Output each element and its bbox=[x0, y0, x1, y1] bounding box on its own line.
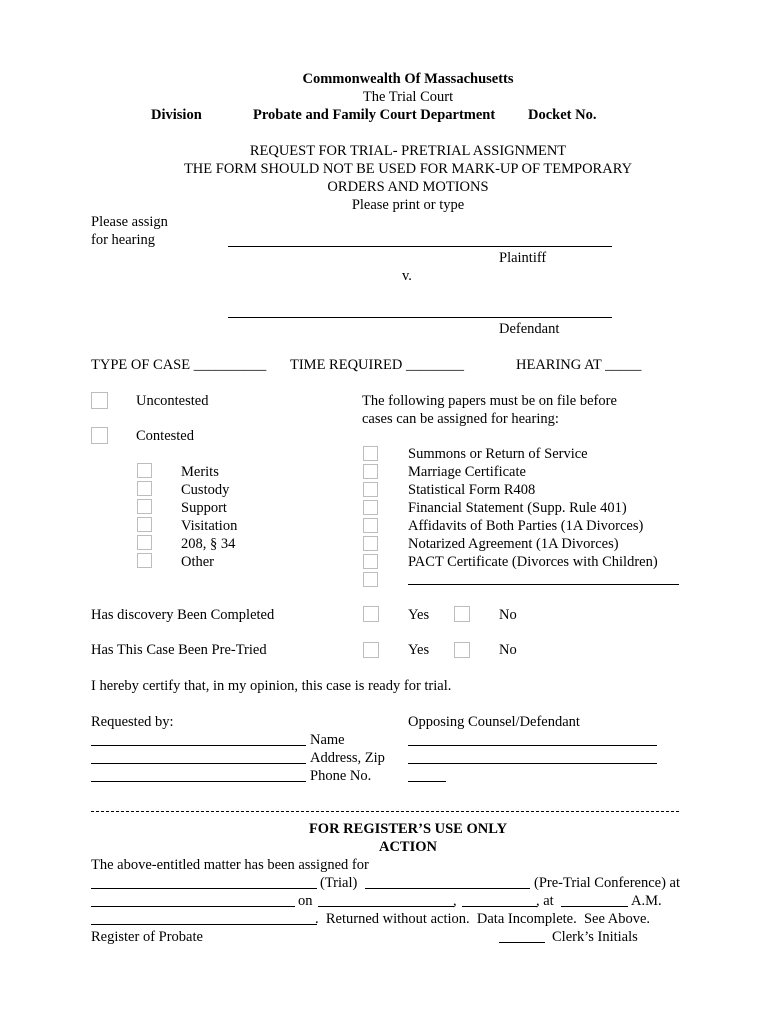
visitation-checkbox[interactable] bbox=[137, 517, 152, 532]
register-use-heading: FOR REGISTER’S USE ONLY bbox=[308, 821, 508, 837]
discovery-no-label: No bbox=[499, 607, 517, 623]
assignment-day-field[interactable] bbox=[318, 906, 454, 907]
assignment-date-field[interactable] bbox=[462, 906, 537, 907]
trial-date-field[interactable] bbox=[91, 888, 317, 889]
opposing-address-field[interactable] bbox=[408, 763, 657, 764]
opposing-name-field[interactable] bbox=[408, 745, 657, 746]
requester-address-field[interactable] bbox=[91, 763, 306, 764]
marriage-certificate-label: Marriage Certificate bbox=[408, 464, 526, 480]
merits-checkbox[interactable] bbox=[137, 463, 152, 478]
department-label: Probate and Family Court Department bbox=[253, 107, 496, 123]
pact-certificate-label: PACT Certificate (Divorces with Children) bbox=[408, 554, 658, 570]
summons-label: Summons or Return of Service bbox=[408, 446, 588, 462]
discovery-yes-label: Yes bbox=[408, 607, 430, 623]
returned-statement: . Returned without action. Data Incomplete. See Above. bbox=[315, 911, 651, 927]
notarized-agreement-label: Notarized Agreement (1A Divorces) bbox=[408, 536, 619, 552]
comma-label: , bbox=[453, 893, 457, 909]
on-label: on bbox=[298, 893, 313, 909]
summons-checkbox[interactable] bbox=[363, 446, 378, 461]
discovery-question: Has discovery Been Completed bbox=[91, 607, 275, 623]
financial-statement-checkbox[interactable] bbox=[363, 500, 378, 515]
assign-label-line2: for hearing bbox=[91, 232, 156, 248]
merits-label: Merits bbox=[181, 464, 219, 480]
plaintiff-field[interactable] bbox=[228, 246, 612, 247]
court-heading: The Trial Court bbox=[362, 89, 454, 105]
phone-label: Phone No. bbox=[310, 768, 372, 784]
other-paper-checkbox[interactable] bbox=[363, 572, 378, 587]
plaintiff-label: Plaintiff bbox=[499, 250, 547, 266]
requester-name-field[interactable] bbox=[91, 745, 306, 746]
papers-intro-line2: cases can be assigned for hearing: bbox=[362, 411, 559, 427]
clerk-initials-label: Clerk’s Initials bbox=[552, 929, 638, 945]
discovery-yes-checkbox[interactable] bbox=[363, 606, 379, 622]
name-label: Name bbox=[310, 732, 345, 748]
register-signature-field[interactable] bbox=[91, 924, 317, 925]
form-warning-line2: ORDERS AND MOTIONS bbox=[327, 179, 489, 195]
pretried-yes-label: Yes bbox=[408, 642, 430, 658]
form-title: REQUEST FOR TRIAL- PRETRIAL ASSIGNMENT bbox=[249, 143, 567, 159]
support-label: Support bbox=[181, 500, 227, 516]
pretried-yes-checkbox[interactable] bbox=[363, 642, 379, 658]
pretried-no-label: No bbox=[499, 642, 517, 658]
trial-label: (Trial) bbox=[320, 875, 358, 891]
uncontested-label: Uncontested bbox=[136, 393, 209, 409]
type-of-case-field[interactable]: TYPE OF CASE __________ bbox=[91, 357, 267, 373]
hearing-at-field[interactable]: HEARING AT _____ bbox=[516, 357, 642, 373]
requested-by-label: Requested by: bbox=[91, 714, 174, 730]
marriage-certificate-checkbox[interactable] bbox=[363, 464, 378, 479]
financial-statement-label: Financial Statement (Supp. Rule 401) bbox=[408, 500, 627, 516]
address-label: Address, Zip bbox=[310, 750, 385, 766]
am-label: A.M. bbox=[631, 893, 662, 909]
other-paper-field[interactable] bbox=[408, 584, 679, 585]
section-divider bbox=[91, 811, 679, 812]
division-label: Division bbox=[151, 107, 202, 123]
affidavits-checkbox[interactable] bbox=[363, 518, 378, 533]
pretried-question: Has This Case Been Pre-Tried bbox=[91, 642, 267, 658]
time-required-field[interactable]: TIME REQUIRED ________ bbox=[290, 357, 464, 373]
discovery-no-checkbox[interactable] bbox=[454, 606, 470, 622]
statistical-form-label: Statistical Form R408 bbox=[408, 482, 536, 498]
assignment-location-field[interactable] bbox=[91, 906, 295, 907]
pact-certificate-checkbox[interactable] bbox=[363, 554, 378, 569]
pretrial-label: (Pre-Trial Conference) at bbox=[534, 875, 681, 891]
defendant-field[interactable] bbox=[228, 317, 612, 318]
pretrial-date-field[interactable] bbox=[365, 888, 530, 889]
form-warning-line1: THE FORM SHOULD NOT BE USED FOR MARK-UP OF TEMPORARY bbox=[183, 161, 633, 177]
assign-label-line1: Please assign bbox=[91, 214, 168, 230]
versus-label: v. bbox=[402, 268, 412, 284]
state-heading: Commonwealth Of Massachusetts bbox=[302, 71, 514, 87]
uncontested-checkbox[interactable] bbox=[91, 392, 108, 409]
action-heading: ACTION bbox=[378, 839, 437, 855]
opposing-phone-field[interactable] bbox=[408, 781, 446, 782]
notarized-agreement-checkbox[interactable] bbox=[363, 536, 378, 551]
custody-checkbox[interactable] bbox=[137, 481, 152, 496]
affidavits-label: Affidavits of Both Parties (1A Divorces) bbox=[408, 518, 644, 534]
requester-phone-field[interactable] bbox=[91, 781, 306, 782]
other-label: Other bbox=[181, 554, 215, 570]
papers-intro-line1: The following papers must be on file before bbox=[362, 393, 617, 409]
pretried-no-checkbox[interactable] bbox=[454, 642, 470, 658]
assigned-statement: The above-entitled matter has been assigned for bbox=[91, 857, 369, 873]
clerk-initials-field[interactable] bbox=[499, 942, 545, 943]
section-208-34-label: 208, § 34 bbox=[181, 536, 236, 552]
visitation-label: Visitation bbox=[181, 518, 238, 534]
custody-label: Custody bbox=[181, 482, 230, 498]
at-label: , at bbox=[536, 893, 554, 909]
contested-label: Contested bbox=[136, 428, 194, 444]
defendant-label: Defendant bbox=[499, 321, 560, 337]
register-of-probate-label: Register of Probate bbox=[91, 929, 203, 945]
other-checkbox[interactable] bbox=[137, 553, 152, 568]
docket-label: Docket No. bbox=[528, 107, 597, 123]
opposing-counsel-label: Opposing Counsel/Defendant bbox=[408, 714, 580, 730]
support-checkbox[interactable] bbox=[137, 499, 152, 514]
print-instruction: Please print or type bbox=[351, 197, 465, 213]
statistical-form-checkbox[interactable] bbox=[363, 482, 378, 497]
contested-checkbox[interactable] bbox=[91, 427, 108, 444]
section-208-34-checkbox[interactable] bbox=[137, 535, 152, 550]
certification-statement: I hereby certify that, in my opinion, this case is ready for trial. bbox=[91, 678, 452, 694]
assignment-time-field[interactable] bbox=[561, 906, 628, 907]
